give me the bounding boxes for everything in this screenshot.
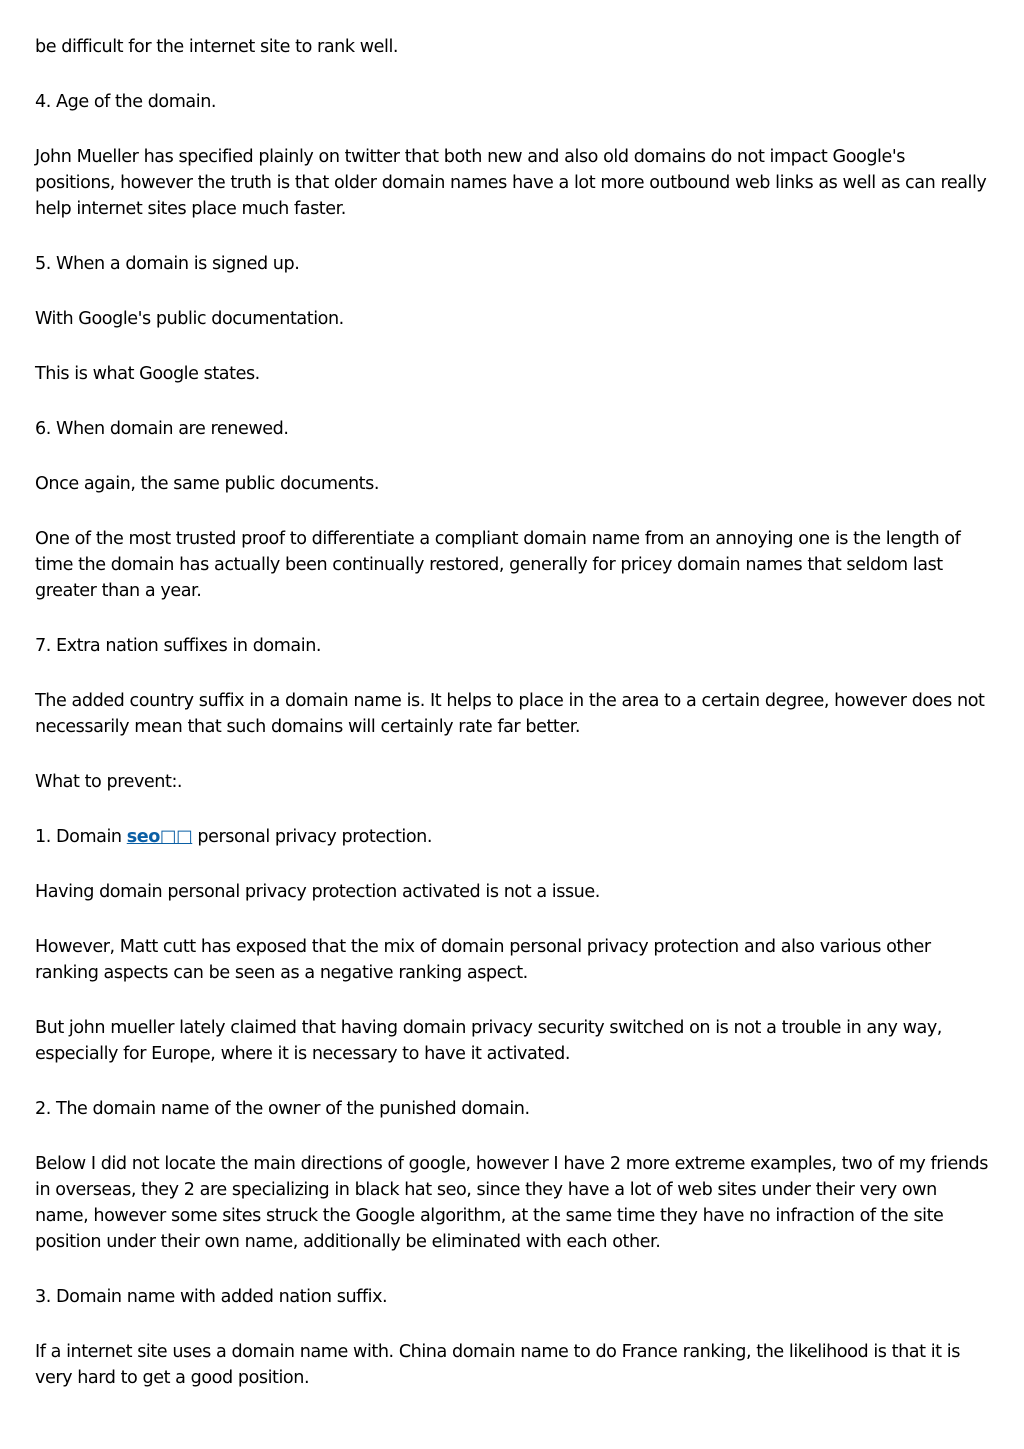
heading-domain-signed-up: 5. When a domain is signed up. bbox=[35, 254, 300, 274]
privacy-item-suffix: personal privacy protection. bbox=[192, 827, 432, 847]
heading-nation-suffixes: 7. Extra nation suffixes in domain. bbox=[35, 636, 322, 656]
heading-what-to-prevent: What to prevent:. bbox=[35, 772, 183, 792]
heading-domain-renewed: 6. When domain are renewed. bbox=[35, 419, 289, 439]
paragraph: This is what Google states. bbox=[35, 364, 260, 384]
paragraph: But john mueller lately claimed that having domain privacy security switched on is not a trouble in any way, especially for Europe, where it is necessary to have it activated. bbox=[35, 1018, 942, 1064]
paragraph: One of the most trusted proof to differentiate a compliant domain name from an annoying one is the length of time the domain has actually been continually restored, generally for pricey domain names that seldom last greater than a year. bbox=[35, 529, 961, 601]
heading-privacy-protection bbox=[35, 824, 989, 850]
paragraph: The added country suffix in a domain name is. It helps to place in the area to a certain degree, however does not necessarily mean that such domains will certainly rate far better. bbox=[35, 691, 985, 737]
paragraph: be difficult for the internet site to rank well. bbox=[35, 37, 399, 57]
paragraph: Below I did not locate the main directions of google, however I have 2 more extreme examples, two of my friends in overseas, they 2 are specializing in black hat seo, since they have a lot of web sites under their very own name, however some sites struck the Google algorithm, at the same time they have no infraction of the site position under their own name, additionally be eliminated with each other. bbox=[35, 1154, 988, 1252]
seo-link[interactable]: seo□□ bbox=[126, 827, 193, 847]
paragraph: Having domain personal privacy protection activated is not a issue. bbox=[35, 882, 600, 902]
paragraph: John Mueller has specified plainly on twitter that both new and also old domains do not impact Google's positions, however the truth is that older domain names have a lot more outbound web links as well as can really help internet sites place much faster. bbox=[35, 147, 987, 219]
paragraph: However, Matt cutt has exposed that the mix of domain personal privacy protection and also various other ranking aspects can be seen as a negative ranking aspect. bbox=[35, 937, 931, 983]
paragraph: Once again, the same public documents. bbox=[35, 474, 379, 494]
paragraph: If a internet site uses a domain name with. China domain name to do France ranking, the likelihood is that it is very hard to get a good position. bbox=[35, 1342, 960, 1388]
heading-punished-domain-owner: 2. The domain name of the owner of the punished domain. bbox=[35, 1099, 530, 1119]
heading-added-nation-suffix: 3. Domain name with added nation suffix. bbox=[35, 1287, 388, 1307]
paragraph: With Google's public documentation. bbox=[35, 309, 344, 329]
heading-age-of-domain: 4. Age of the domain. bbox=[35, 92, 217, 112]
privacy-item-prefix: 1. Domain bbox=[35, 827, 127, 847]
